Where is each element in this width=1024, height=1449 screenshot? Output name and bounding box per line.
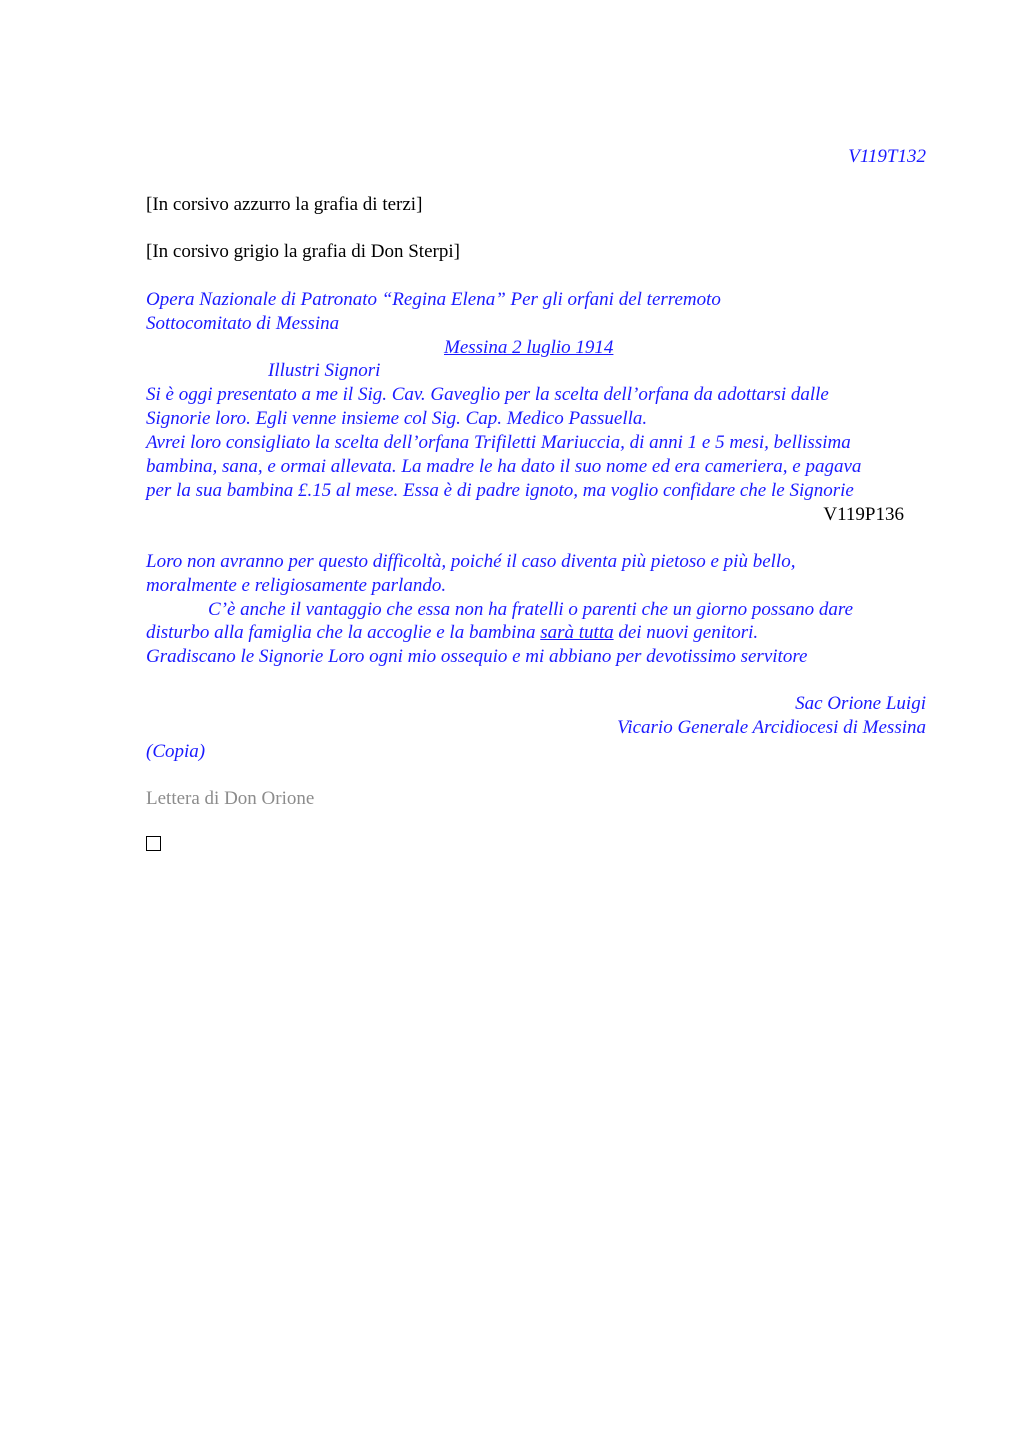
letter-salutation: Illustri Signori [268, 360, 381, 381]
paragraph-3-line-1: Loro non avranno per questo difficoltà, poiché il caso diventa più pietoso e più bello, [146, 551, 796, 572]
paragraph-2-line-1: Avrei loro consigliato la scelta dell’orfana Trifiletti Mariuccia, di anni 1 e 5 mesi, bellissima [146, 432, 851, 453]
signature-title: Vicario Generale Arcidiocesi di Messina [617, 717, 926, 738]
paragraph-4-line-1: C’è anche il vantaggio che essa non ha fratelli o parenti che un giorno possano dare [208, 599, 854, 620]
paragraph-1-line-1: Si è oggi presentato a me il Sig. Cav. Gaveglio per la scelta dell’orfana da adottarsi dalle [146, 384, 829, 405]
letterhead-line-1: Opera Nazionale di Patronato “Regina Elena” Per gli orfani del terremoto [146, 289, 721, 310]
paragraph-1-line-2: Signorie loro. Egli venne insieme col Sig. Cap. Medico Passuella. [146, 408, 648, 429]
paragraph-3-line-2: moralmente e religiosamente parlando. [146, 575, 447, 596]
grey-caption: Lettera di Don Orione [146, 788, 315, 809]
paragraph-4-line-2-end: dei nuovi genitori. [613, 622, 759, 643]
paragraph-4-line-2-start: disturbo alla famiglia che la accoglie e la bambina [146, 622, 541, 643]
paragraph-4-line-2 [146, 621, 758, 645]
paragraph-2-line-2: bambina, sana, e ormai allevata. La madre le ha dato il suo nome ed era cameriera, e pagava [146, 456, 862, 477]
paragraph-5-line-1: Gradiscano le Signorie Loro ogni mio ossequio e mi abbiano per devotissimo servitore [146, 646, 808, 667]
document-page [146, 0, 926, 1449]
checkbox[interactable] [146, 836, 161, 851]
underlined-phrase: sarà tutta [540, 622, 614, 643]
signature-name: Sac Orione Luigi [795, 693, 926, 714]
paragraph-2-line-3: per la sua bambina £.15 al mese. Essa è di padre ignoto, ma voglio confidare che le Signorie [146, 480, 854, 501]
page-reference: V119P136 [823, 504, 904, 525]
note-blue-handwriting: [In corsivo azzurro la grafia di terzi] [146, 194, 423, 215]
document-reference-top: V119T132 [848, 146, 926, 167]
note-grey-handwriting: [In corsivo grigio la grafia di Don Sterpi] [146, 241, 460, 262]
letter-date: Messina 2 luglio 1914 [444, 337, 614, 358]
copy-note: (Copia) [146, 741, 206, 762]
letterhead-line-2: Sottocomitato di Messina [146, 313, 340, 334]
